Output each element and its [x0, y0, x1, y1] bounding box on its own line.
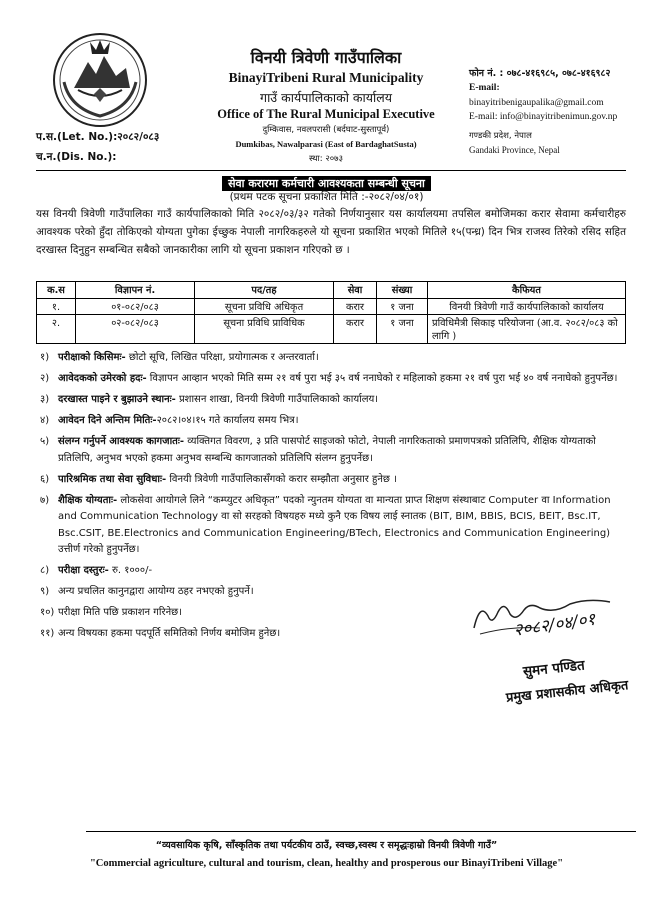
cell-remarks: विनयी त्रिवेणी गाउँ कार्यपालिकाको कार्यालय	[428, 299, 626, 315]
col-header-remarks: कैफियत	[428, 282, 626, 299]
item-text: छोटो सूचि, लिखित परिक्षा, प्रयोगात्मक र अन्तरवार्ता।	[125, 352, 319, 363]
signatory-name: सुमन पण्डित	[522, 657, 586, 680]
dispatch-number: च.न.(Dis. No.):	[36, 151, 117, 163]
item-label: दरखास्त पाइने र बुझाउने स्थानः-	[58, 394, 176, 405]
province-en: Gandaki Province, Nepal	[469, 145, 560, 155]
item-number: ७)	[40, 494, 50, 506]
header-divider	[36, 170, 626, 171]
establishment-line: स्था: २०७३	[308, 154, 343, 164]
item-label: परीक्षा दस्तुरः-	[58, 565, 109, 576]
cell-post: सूचना प्रविधि प्राविधिक	[195, 315, 334, 344]
col-header-service: सेवा	[334, 282, 377, 299]
item-text: लोकसेवा आयोगले लिने “कम्प्युटर अधिकृत” पदको न्युनतम योग्यता वा मान्यता प्राप्त शिक्षण संस्थाबाट Computer वा Information and Communication Technology वा सो सरहको विषयहरु मध्ये कुनै एक विषय लाई स्नातक (BIT, BIM, BBIS, BCIS, BEIT, Bsc.IT, Bsc.CSIT, BE.Electronics and Communication Engineering/BTech, Electronics and Communication Engineering) उत्तीर्ण गरेको हुनुपर्नेछ।	[58, 494, 611, 555]
cell-serial: १.	[37, 299, 76, 315]
office-name-en: Office of The Rural Municipal Executive	[217, 107, 435, 121]
footer-slogan-en: "Commercial agriculture, cultural and tourism, clean, healthy and prosperous our BinayiTribeni Village"	[89, 858, 564, 869]
municipality-name-np: विनयी त्रिवेणी गाउँपालिका	[250, 48, 402, 67]
list-item	[40, 472, 628, 489]
cell-count: १ जना	[377, 299, 428, 315]
email-address-1[interactable]: binayitribenigaupalika@gmail.com	[469, 98, 604, 108]
phone-number: फोन नं. : ०७८-४१६९८५, ०७८-४१६९८२	[469, 68, 611, 79]
list-item	[40, 413, 628, 430]
cell-service: करार	[334, 299, 377, 315]
item-label: परीक्षाको किसिमः-	[58, 352, 126, 363]
col-header-serial: क.स	[37, 282, 76, 299]
item-text: अन्य विषयका हकमा पदपूर्ति समितिको निर्णय बमोजिम हुनेछ।	[58, 628, 281, 639]
list-item	[40, 563, 628, 580]
item-text: रु. १०००/-	[108, 565, 153, 576]
list-item	[40, 493, 628, 559]
cell-count: १ जना	[377, 315, 428, 344]
province-np: गण्डकी प्रदेश, नेपाल	[469, 131, 532, 141]
email-label: E-mail:	[469, 83, 500, 93]
notice-title-text: सेवा करारमा कर्मचारी आवश्यकता सम्बन्धी सूचना	[222, 176, 431, 191]
signatory-designation: प्रमुख प्रशासकीय अधिकृत	[505, 678, 630, 706]
item-number: ११)	[40, 628, 55, 639]
item-text: विनयी त्रिवेणी गाउँपालिकासँगको करार सम्झौता अनुसार हुनेछ ।	[166, 473, 397, 485]
item-text: व्यक्तिगत विवरण, ३ प्रति पासपोर्ट साइजको फोटो, नेपाली नागरिकताको प्रमाणपत्रको प्रतिलिपि, शैक्षिक योग्यताको प्रतिलिपि, अनुभव भएको हकमा अनुभव सम्बन्धि कागजातको प्रतिलिपि संलग्न हुनुपर्नेछ।	[58, 436, 596, 464]
cell-post: सूचना प्रविधि अधिकृत	[195, 299, 334, 315]
item-number: १०)	[40, 607, 55, 618]
item-text: प्रशासन शाखा, विनयी त्रिवेणी गाउँपालिकाको कार्यालय।	[175, 394, 379, 405]
list-item	[40, 392, 628, 409]
item-number: १)	[40, 352, 50, 363]
cell-remarks: प्रविधिमैत्री सिकाइ परियोजना (आ.व. २०८२/०८३ को लागि )	[428, 315, 626, 344]
item-number: ८)	[40, 565, 50, 576]
cell-service: करार	[334, 315, 377, 344]
col-header-ad-number: विज्ञापन नं.	[76, 282, 195, 299]
item-number: ४)	[40, 415, 50, 426]
item-text: परीक्षा मिति पछि प्रकाशन गरिनेछ।	[58, 607, 182, 618]
footer-slogan-np: “व्यवसायिक कृषि, साँस्कृतिक तथा पर्यटकीय ठाउँ, स्वच्छ,स्वस्थ र समृद्धःहाम्रो विनयी त्रिवेणी गाउँ”	[155, 840, 498, 851]
list-item	[40, 350, 628, 367]
cell-ad-number: ०१-०८२/०८३	[76, 299, 195, 315]
item-label: पारिश्रमिक तथा सेवा सुविधाः-	[58, 473, 167, 485]
municipality-emblem-logo	[50, 30, 150, 130]
table-header-row	[37, 282, 626, 299]
email-address-2[interactable]: E-mail: info@binayitribenimun.gov.np	[469, 112, 618, 122]
table-row	[37, 315, 626, 344]
list-item	[40, 371, 628, 388]
list-item	[40, 434, 628, 467]
footer-divider	[86, 831, 636, 832]
intro-paragraph: यस विनयी त्रिवेणी गाउँपालिका गाउँ कार्यपालिकाको मिति २०८२/०३/३२ गतेको निर्णयानुसार यस कार्यालयमा तपसिल बमोजिमका करार सेवामा कर्मचारीहरु आवश्यक परेको हुँदा तोकिएको योग्यता पुगेका ईच्छुक नेपाली नागरिकहरुले यो सूचना प्रकाशित भएको मितिले १५(पन्ध्र) दिन भित्र राजस्व तिरेको रसिद सहित दरखास्त दिनुहुन सम्बन्धित सबैको जानकारीका लागि यो सूचना प्रकाशन गरिएको छ ।	[36, 208, 626, 256]
item-number: ५)	[40, 436, 50, 447]
item-number: ९)	[40, 586, 50, 597]
cell-ad-number: ०२-०८२/०८३	[76, 315, 195, 344]
address-np: दुम्किवास, नवलपरासी (बर्दघाट-सुस्तापूर्व)	[262, 125, 390, 135]
letter-number: प.स.(Let. No.):२०८२/०८३	[36, 131, 160, 143]
item-number: ३)	[40, 394, 50, 405]
signature-date: २०८२/०४/०१	[512, 609, 597, 641]
col-header-count: संख्या	[377, 282, 428, 299]
item-label: आवेदन दिने अन्तिम मितिः-	[58, 415, 157, 426]
col-header-post: पद/तह	[195, 282, 334, 299]
office-name-np: गाउँ कार्यपालिकाको कार्यालय	[260, 90, 392, 105]
item-label: संलग्न गर्नुपर्ने आवश्यक कागजातः-	[58, 436, 185, 447]
item-text: २०८२।०४।१५ गते कार्यालय समय भित्र।	[156, 415, 299, 426]
notice-subtitle: (प्रथम पटक सूचना प्रकाशित मिति :-२०८२/०४/०१)	[229, 191, 424, 203]
cell-serial: २.	[37, 315, 76, 344]
notice-title	[0, 172, 653, 191]
item-number: ६)	[40, 473, 50, 485]
item-text: अन्य प्रचलित कानुनद्वारा आयोग्य ठहर नभएको हुनुपर्ने।	[58, 586, 254, 597]
item-text: विज्ञापन आव्हान भएको मिति सम्म २१ वर्ष पुरा भई ३५ वर्ष ननाघेको र महिलाको हकमा २१ वर्ष पुरा भई ४० वर्ष ननाघेको हुनुपर्नेछ।	[146, 373, 618, 384]
table-row	[37, 299, 626, 315]
address-en: Dumkibas, Nawalparasi (East of BardaghatSusta)	[235, 139, 417, 149]
item-label: आवेदकको उमेरको हदः-	[58, 373, 147, 384]
item-label: शैक्षिक योग्यताः-	[58, 494, 118, 506]
municipality-name-en: BinayiTribeni Rural Municipality	[228, 70, 424, 85]
vacancy-table	[36, 281, 626, 344]
item-number: २)	[40, 373, 50, 384]
